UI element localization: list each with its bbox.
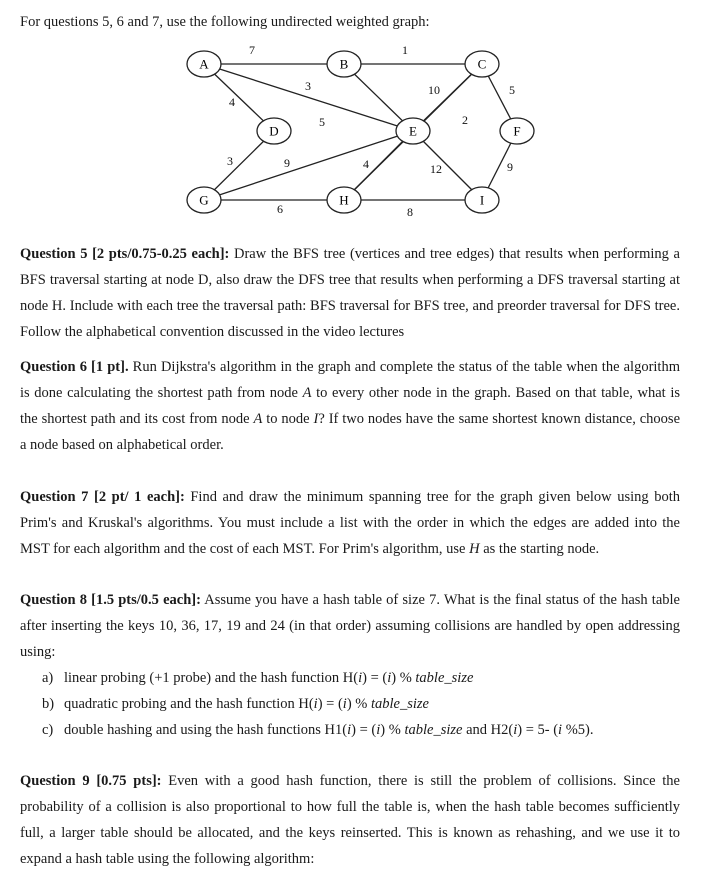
question-9: [20, 768, 680, 872]
intro-text: For questions 5, 6 and 7, use the following undirected weighted graph:: [20, 14, 430, 30]
question-6-body-part: ? If two nodes have the same shortest known distance, choose a node based on alphabetical order.: [20, 411, 680, 453]
question-8: [20, 587, 680, 743]
edge-weight-a-b: 7: [249, 43, 255, 57]
edge-weight-e-i: 12: [430, 162, 442, 176]
edge-e-g: [204, 131, 413, 200]
question-7-body-part: Find and draw the minimum spanning tree for the graph given below using both Prim's and Kruskal's algorithms. You must include a list with the order in which the edges are added into the MST for each algorithm and the cost of each MST. For Prim's algorithm, use: [20, 489, 680, 557]
edge-weight-h-c: 2: [462, 113, 468, 127]
edge-weight-c-f: 5: [509, 83, 515, 97]
question-6-body-part: Run Dijkstra's algorithm in the graph and complete the status of the table when the algorithm is done calculating the shortest path from node: [20, 359, 680, 401]
node-i: [465, 187, 499, 213]
question-5-title: Question 5 [2 pts/0.75-0.25 each]:: [20, 246, 230, 262]
question-7: [20, 484, 680, 562]
item-label: c): [42, 722, 54, 738]
node-label: G: [199, 192, 209, 208]
node-c: [465, 51, 499, 77]
edge-weight-h-i: 8: [407, 205, 413, 219]
edge-a-e: [204, 64, 413, 131]
node-label: A: [199, 56, 209, 72]
item-text: double hashing and using the hash functions H1(i) = (i) % table_size and H2(i) = 5- (i %5).: [64, 722, 594, 738]
question-6-body-part: to every other node in the graph. Based on that table, what is the shortest path and its cost from node: [20, 385, 680, 427]
node-label: H: [339, 192, 349, 208]
item-text: quadratic probing and the hash function H(i) = (i) % table_size: [64, 696, 429, 712]
question-8-title: Question 8 [1.5 pts/0.5 each]:: [20, 592, 201, 608]
node-label: F: [513, 123, 521, 139]
edge-weight-d-g: 3: [227, 154, 233, 168]
edge-weight-f-i: 9: [507, 160, 513, 174]
node-label: I: [479, 192, 485, 208]
node-a-ref: A: [302, 385, 312, 401]
node-a: [187, 51, 221, 77]
node-i-ref: I: [313, 411, 319, 427]
edge-weight-c-e: 10: [428, 83, 440, 97]
edge-weight-b-e: 5: [319, 115, 325, 129]
question-9-body: Even with a good hash function, there is still the problem of collisions. Since the probability of a collision is also proportional to how full the table is, when the hash table becomes sufficiently full, a larger table should be allocated, and the keys reinserted. This is known as rehashing, and we use it to expand a hash table using the following algorithm:: [20, 773, 680, 867]
node-e: [396, 118, 430, 144]
edge-weight-e-h: 4: [363, 157, 369, 171]
weighted-graph: [0, 0, 701, 240]
node-g: [187, 187, 221, 213]
node-label: B: [339, 56, 349, 72]
hash-method-list: [20, 665, 680, 743]
item-text: linear probing (+1 probe) and the hash function H(i) = (i) % table_size: [64, 670, 474, 686]
question-6-body-part: to node: [262, 411, 314, 427]
node-h: [327, 187, 361, 213]
node-label: C: [477, 56, 487, 72]
list-item: [42, 665, 680, 691]
question-6: [20, 354, 680, 458]
item-label: b): [42, 696, 55, 712]
question-9-title: Question 9 [0.75 pts]:: [20, 773, 162, 789]
question-5-body: Draw the BFS tree (vertices and tree edges) that results when performing a BFS traversal starting at node D, also draw the DFS tree that results when performing a DFS traversal starting at node H. Include with each tree the traversal path: BFS traversal for BFS tree, and preorder traversal for DFS tree. Follow the alphabetical convention discussed in the video lectures: [20, 246, 680, 340]
edge-weight-e-g: 9: [284, 156, 290, 170]
edge-weight-b-c: 1: [402, 43, 408, 57]
node-h-ref: H: [469, 541, 480, 557]
node-a-ref: A: [253, 411, 263, 427]
edge-weight-g-h: 6: [277, 202, 283, 216]
question-7-body-part: as the starting node.: [479, 541, 600, 557]
question-5: [20, 241, 680, 345]
node-label: E: [409, 123, 417, 139]
node-f: [500, 118, 534, 144]
question-7-title: Question 7 [2 pt/ 1 each]:: [20, 489, 185, 505]
question-8-body: Assume you have a hash table of size 7. What is the final status of the hash table after inserting the keys 10, 36, 17, 19 and 24 (in that order) assuming collisions are handled by open addressing using:: [20, 592, 680, 660]
list-item: [42, 691, 680, 717]
node-label: D: [269, 123, 279, 139]
node-d: [257, 118, 291, 144]
item-label: a): [42, 670, 54, 686]
list-item: [42, 717, 680, 743]
node-b: [327, 51, 361, 77]
question-6-title: Question 6 [1 pt].: [20, 359, 129, 375]
edge-weight-a-e: 3: [305, 79, 311, 93]
edge-weight-a-d: 4: [229, 95, 235, 109]
